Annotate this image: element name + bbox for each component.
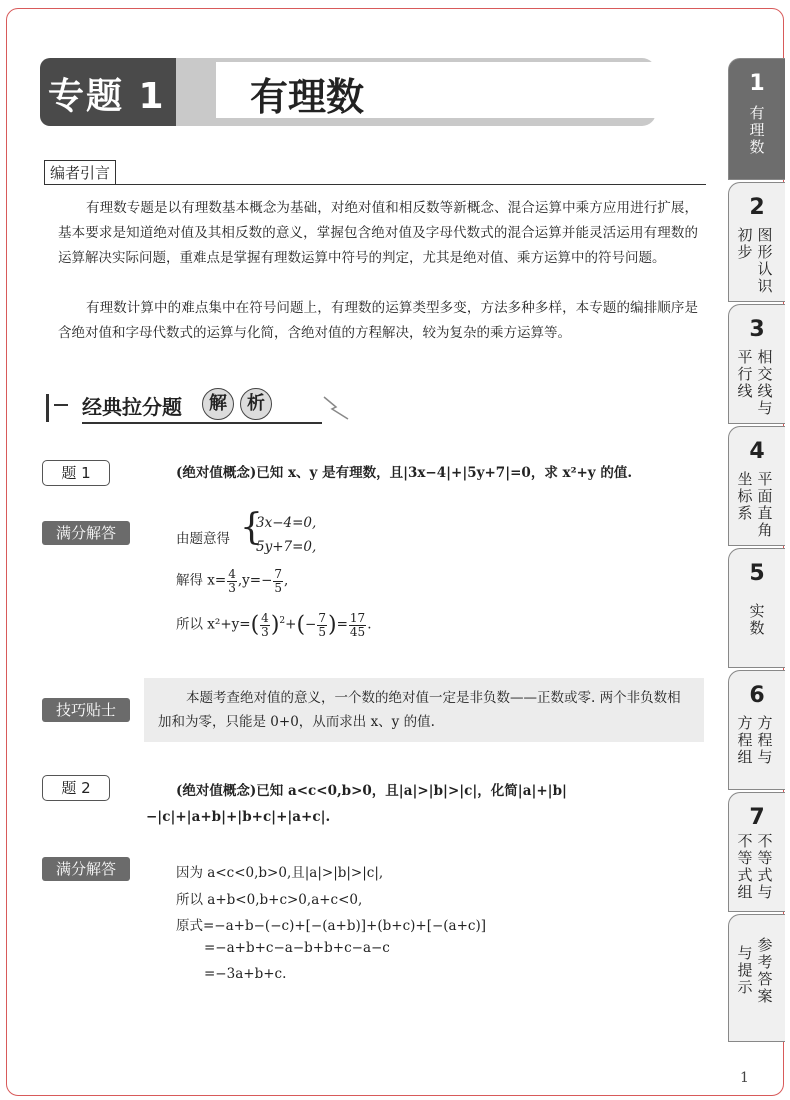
answer-1-label: 满分解答 <box>42 521 130 545</box>
solution-middle: ,y=− <box>237 572 273 589</box>
chapter-header <box>40 58 656 126</box>
section-heading <box>46 388 346 424</box>
answer-2-line-2: 所以 a+b<0,b+c>0,a+c<0, <box>176 892 363 908</box>
x-numerator: 4 <box>228 567 236 581</box>
tip-box <box>144 678 704 742</box>
y-denominator: 5 <box>274 580 283 595</box>
solution-end: , <box>284 572 289 589</box>
question-1-label: 题 1 <box>42 460 110 486</box>
intro-paragraph-1: 有理数专题是以有理数基本概念为基础，对绝对值和相反数等新概念、混合运算中乘方应用进行扩展，基本要求是知道绝对值及其相反数的意义，掌握包含绝对值及字母代数式的混合运算并能灵活运用有理数的运算解决实际问题，重难点是掌握有理数运算中符号的判定，尤其是绝对值、乘方运算中的符号问题。 <box>58 200 698 266</box>
page-number: 1 <box>740 1070 749 1086</box>
section-badge-2: 析 <box>240 388 272 420</box>
result-prefix: 所以 x²+y= <box>176 616 251 633</box>
question-2-text: (绝对值概念)已知 a<c<0,b>0，且|a|>|b|>|c|，化简|a|+|b|−|c|+|a+b|+|b+c|+|a+c|. <box>146 783 567 825</box>
tab-chapter-3[interactable]: 3 相交线与 平行线 <box>728 304 785 424</box>
fraction-x-2: $\frac{4}{3}$ <box>261 611 269 639</box>
square-exponent: 2 <box>279 616 286 627</box>
fraction-result <box>349 612 366 638</box>
fraction-y <box>273 568 283 594</box>
y-numerator: 7 <box>274 567 283 581</box>
result-line: 所以 x²+y=( $\frac{4}{3}$ )$^2$+(− $\frac{7}{5}$ )= $\frac{17}{45}$ . <box>176 611 372 639</box>
result-numerator: 17 <box>349 611 366 625</box>
tab-chapter-4[interactable]: 4 平面直角 坐标系 <box>728 426 785 546</box>
chapter-number: 专题 1 <box>48 76 166 117</box>
equation-brace: { <box>240 507 263 548</box>
answer-2-line-1: 因为 a<c<0,b>0,且|a|>|b|>|c|, <box>176 865 384 881</box>
tab-answers[interactable]: 参考答案 与提示 <box>728 914 785 1042</box>
question-2-label: 题 2 <box>42 775 110 801</box>
equation-2: 5y+7=0, <box>256 539 317 555</box>
section-badge-1: 解 <box>202 388 234 420</box>
tip-text: 本题考查绝对值的意义，一个数的绝对值一定是非负数——正数或零. 两个非负数相加和为零，只能是 0+0，从而求出 x、y 的值. <box>158 690 681 730</box>
intro-paragraph-2: 有理数计算中的难点集中在符号问题上，有理数的运算类型多变，方法多种多样，本专题的编排顺序是含绝对值和字母代数式的运算与化简，含绝对值的方程解决，较为复杂的乘方运算等。 <box>58 300 698 341</box>
solution-line <box>176 568 288 594</box>
tab-chapter-6[interactable]: 6 方程与 方程组 <box>728 670 785 790</box>
pen-stroke-icon <box>322 395 352 421</box>
x-denominator: 3 <box>228 580 236 595</box>
tab-chapter-5[interactable]: 5 实数 <box>728 548 785 668</box>
answer-2-line-5: =−3a+b+c. <box>204 966 287 982</box>
fraction-y-2: $\frac{7}{5}$ <box>318 611 326 639</box>
section-title: 经典拉分题 <box>82 395 182 419</box>
equation-1: 3x−4=0, <box>256 515 317 531</box>
editor-intro-label: 编者引言 <box>44 160 116 185</box>
question-1-text: (绝对值概念)已知 x、y 是有理数，且|3x−4|+|5y+7|=0，求 x²+y 的值. <box>176 465 633 481</box>
tab-chapter-7[interactable]: 7 不等式与 不等式组 <box>728 792 785 912</box>
fraction-x <box>227 568 237 594</box>
answer-2-line-4: =−a+b+c−a−b+b+c−a−c <box>204 940 390 956</box>
answer-2-label: 满分解答 <box>42 857 130 881</box>
answer-1-intro: 由题意得 <box>176 531 230 547</box>
tab-chapter-2[interactable]: 2 图形认识 初步 <box>728 182 785 302</box>
intro-divider <box>44 184 706 185</box>
tip-label: 技巧贴士 <box>42 698 130 722</box>
answer-2-line-3: 原式=−a+b−(−c)+[−(a+b)]+(b+c)+[−(a+c)] <box>176 918 487 934</box>
solution-prefix: 解得 x= <box>176 572 227 589</box>
tab-chapter-1[interactable]: 1 有理数 <box>728 58 785 180</box>
chapter-title: 有理数 <box>250 75 365 119</box>
result-denominator: 45 <box>349 624 366 639</box>
